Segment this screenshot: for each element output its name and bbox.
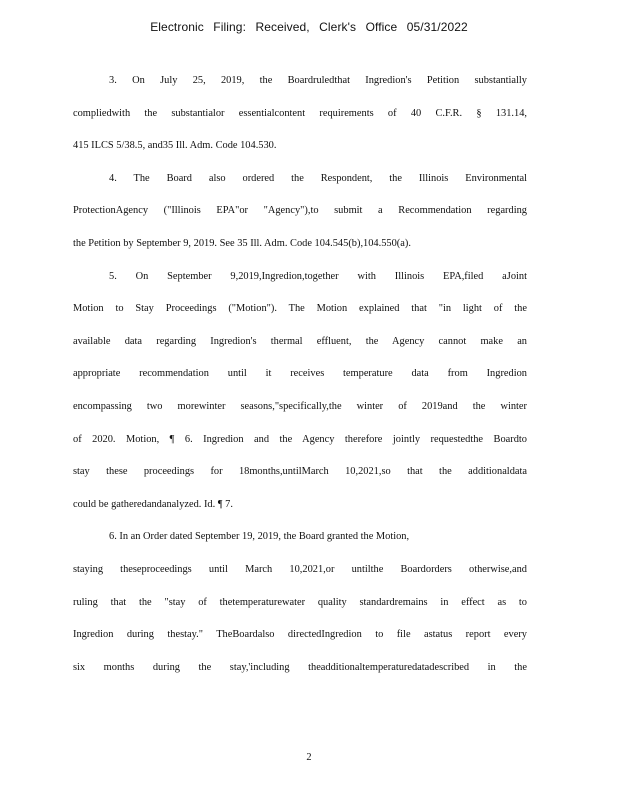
text-line: stay these proceedings for 18months,untilMarch 10,2021,so that the additionaldata bbox=[73, 466, 527, 478]
page-number: 2 bbox=[306, 752, 312, 763]
filing-header: Electronic Filing: Received, Clerk's Office 05/31/2022 bbox=[150, 20, 468, 34]
text-line: of 2020. Motion, ¶ 6. Ingredion and the Agency therefore jointly requestedthe Boardto bbox=[73, 433, 527, 445]
text-line: Ingredion during thestay." TheBoardalso directedIngredion to file astatus report every bbox=[73, 629, 527, 641]
text-line: appropriate recommendation until it receives temperature data from Ingredion bbox=[73, 368, 527, 380]
text-line: compliedwith the substantialor essentialcontent requirements of 40 C.F.R. § 131.14, bbox=[73, 107, 527, 119]
text-line: could be gatheredandanalyzed. Id. ¶ 7. bbox=[73, 498, 233, 510]
text-line: ruling that the "stay of thetemperaturewater quality standardremains in effect as to bbox=[73, 596, 527, 608]
text-line: 6. In an Order dated September 19, 2019, the Board granted the Motion, bbox=[109, 531, 410, 543]
text-line: ProtectionAgency ("Illinois EPA"or "Agency"),to submit a Recommendation regarding bbox=[73, 205, 527, 217]
text-line: six months during the stay,'including theadditionaltemperaturedatadescribed in the bbox=[73, 661, 527, 673]
text-line: Motion to Stay Proceedings ("Motion"). The Motion explained that "in light of the bbox=[73, 303, 527, 315]
text-line: 4. The Board also ordered the Respondent, the Illinois Environmental bbox=[109, 172, 527, 184]
text-line: 5. On September 9,2019,Ingredion,together with Illinois EPA,filed aJoint bbox=[109, 270, 527, 282]
text-line: the Petition by September 9, 2019. See 35 Ill. Adm. Code 104.545(b),104.550(a). bbox=[73, 237, 411, 249]
text-line: 415 ILCS 5/38.5, and35 Ill. Adm. Code 104.530. bbox=[73, 140, 277, 152]
text-line: encompassing two morewinter seasons,"specifically,the winter of 2019and the winter bbox=[73, 400, 527, 412]
document-body bbox=[73, 72, 527, 691]
text-line: 3. On July 25, 2019, the Boardruledthat Ingredion's Petition substantially bbox=[109, 75, 527, 86]
text-line: staying theseproceedings until March 10,2021,or untilthe Boardorders otherwise,and bbox=[73, 563, 527, 575]
text-line: available data regarding Ingredion's thermal effluent, the Agency cannot make an bbox=[73, 335, 527, 347]
